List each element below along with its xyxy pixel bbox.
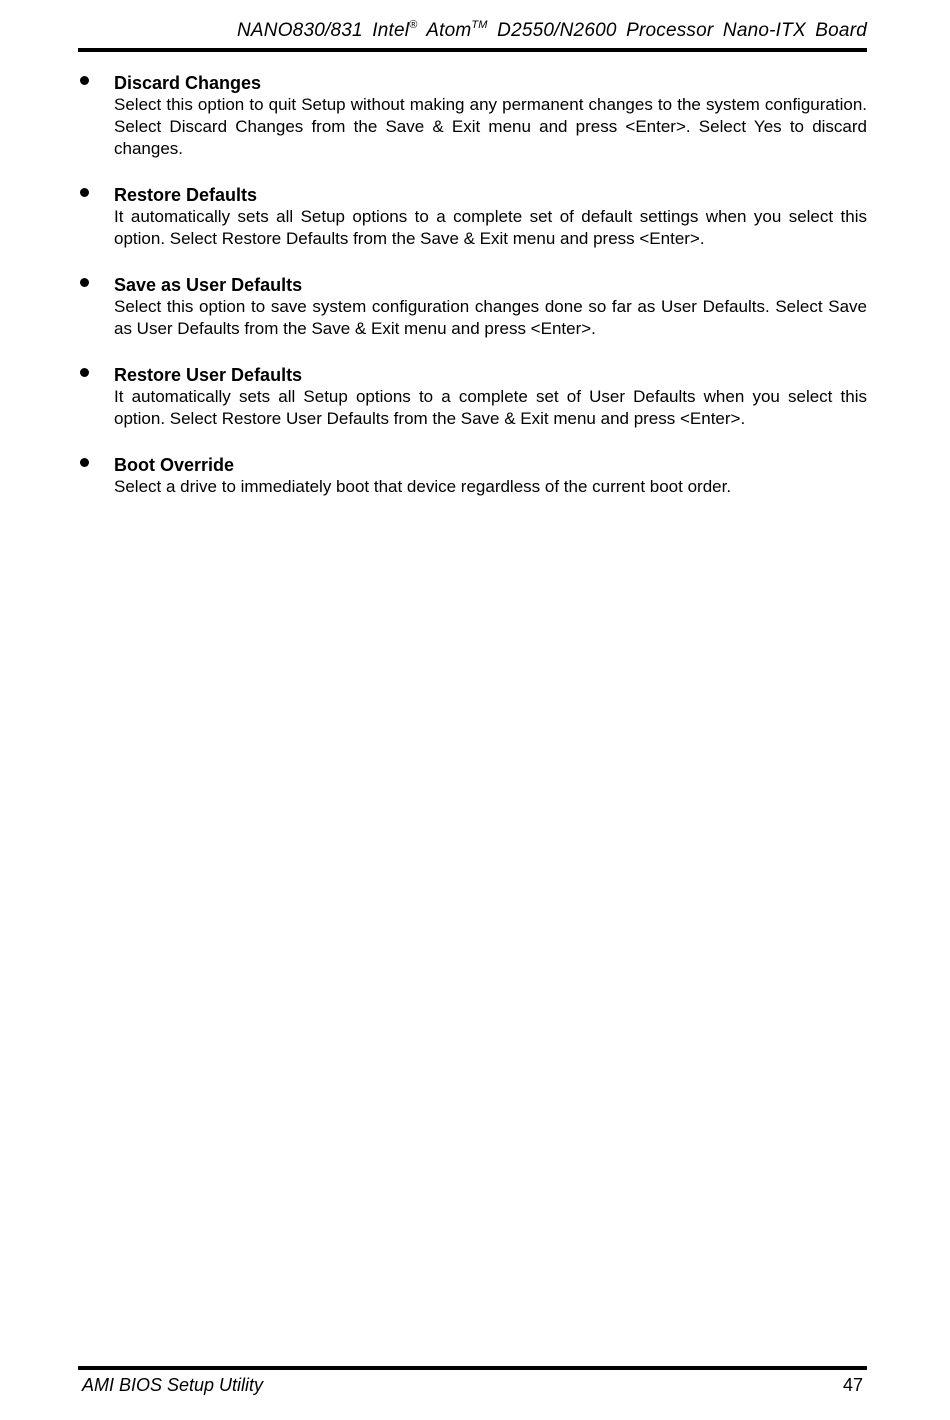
bullet-icon <box>80 458 89 467</box>
item-title: Save as User Defaults <box>114 275 303 295</box>
item-save-as-user-defaults <box>78 274 867 340</box>
item-title: Restore User Defaults <box>114 365 303 385</box>
item-title: Restore Defaults <box>114 185 258 205</box>
header-title: NANO830/831 Intel® Atom™ D2550/N2600 Processor Nano-ITX Board <box>236 19 867 41</box>
page-number: 47 <box>842 1375 863 1395</box>
page-content <box>78 72 867 522</box>
item-title: Boot Override <box>114 455 235 475</box>
page-footer <box>78 1366 867 1400</box>
item-description: It automatically sets all Setup options to a complete set of User Defaults when you select this option. Select Restore User Defaults from the Save & Exit menu and press <Enter>. <box>114 387 867 428</box>
page-header <box>78 18 867 52</box>
item-discard-changes <box>78 72 867 160</box>
item-description: Select this option to save system configuration changes done so far as User Defaults. Select Save as User Defaults from the Save & Exit menu and press <Enter>. <box>114 297 867 338</box>
item-description: It automatically sets all Setup options to a complete set of default settings when you select this option. Select Restore Defaults from the Save & Exit menu and press <Enter>. <box>114 207 867 248</box>
item-restore-defaults <box>78 184 867 250</box>
bullet-icon <box>80 76 89 85</box>
item-description: Select a drive to immediately boot that device regardless of the current boot order. <box>114 477 732 496</box>
item-restore-user-defaults <box>78 364 867 430</box>
bullet-icon <box>80 278 89 287</box>
item-title: Discard Changes <box>114 73 262 93</box>
item-description: Select this option to quit Setup without making any permanent changes to the system configuration. Select Discard Changes from the Save & Exit menu and press <Enter>. Select Yes to discard changes. <box>114 95 867 158</box>
footer-section-title: AMI BIOS Setup Utility <box>82 1375 264 1395</box>
bullet-icon <box>80 368 89 377</box>
trademark-mark: TM <box>471 19 488 31</box>
bullet-icon <box>80 188 89 197</box>
registered-mark: ® <box>409 19 418 31</box>
item-boot-override <box>78 454 867 498</box>
